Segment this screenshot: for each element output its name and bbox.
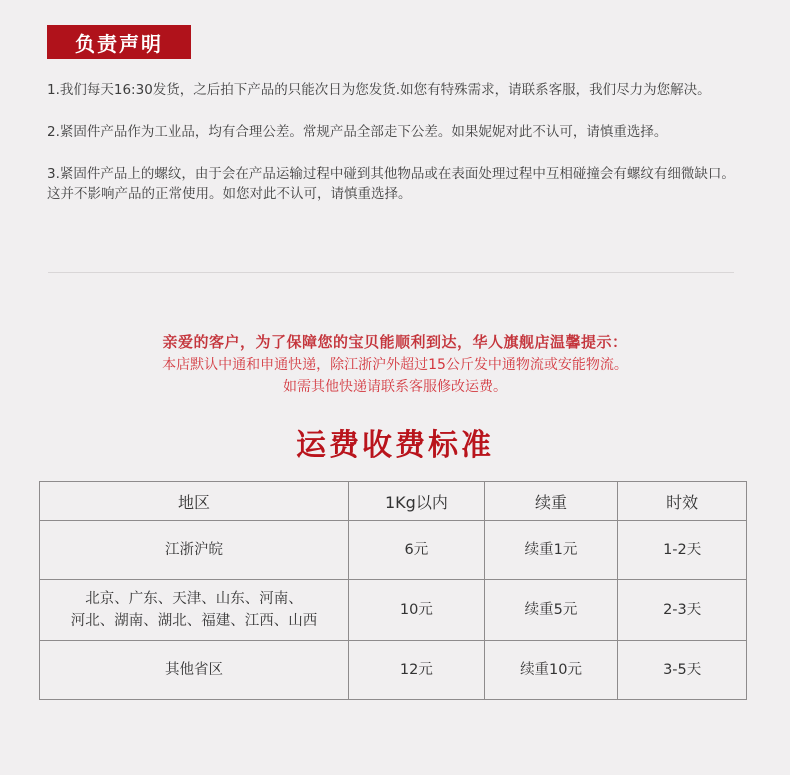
shipping-tips xyxy=(0,330,790,398)
section-divider xyxy=(48,272,734,273)
region-text-line-2: 河北、湖南、湖北、福建、江西、山西 xyxy=(70,613,318,629)
tips-line-2: 如需其他快递请联系客服修改运费。 xyxy=(283,379,507,395)
header-extra-weight: 续重 xyxy=(484,482,618,521)
first-kg-cell: 6元 xyxy=(349,521,485,580)
disclaimer-title-badge: 负责声明 xyxy=(47,25,191,59)
region-cell xyxy=(40,521,349,580)
delivery-time-cell: 3-5天 xyxy=(618,641,747,700)
header-delivery-time: 时效 xyxy=(618,482,747,521)
table-row xyxy=(40,521,747,580)
region-text: 江浙沪皖 xyxy=(165,542,224,558)
shipping-fee-table xyxy=(39,481,747,700)
tips-line-1: 本店默认中通和申通快递，除江浙沪外超过15公斤发中通物流或安能物流。 xyxy=(162,357,628,373)
tips-headline: 亲爱的客户，为了保障您的宝贝能顺利到达，华人旗舰店温馨提示： xyxy=(162,333,628,351)
table-row xyxy=(40,580,747,641)
first-kg-cell: 10元 xyxy=(349,580,485,641)
notice-item-2: 2.紧固件产品作为工业品，均有合理公差。常规产品全部走下公差。如果妮妮对此不认可，请慎重选择。 xyxy=(47,124,668,140)
region-cell xyxy=(40,641,349,700)
fee-standard-title: 运费收费标准 xyxy=(296,428,494,463)
header-first-kg: 1Kg以内 xyxy=(349,482,485,521)
header-region: 地区 xyxy=(40,482,349,521)
notice-list xyxy=(47,80,747,226)
region-text-line-1: 北京、广东、天津、山东、河南、 xyxy=(85,591,303,607)
first-kg-cell: 12元 xyxy=(349,641,485,700)
delivery-time-cell: 2-3天 xyxy=(618,580,747,641)
extra-weight-cell: 续重1元 xyxy=(484,521,618,580)
delivery-time-cell: 1-2天 xyxy=(618,521,747,580)
table-header-row xyxy=(40,482,747,521)
table-row xyxy=(40,641,747,700)
region-text: 其他省区 xyxy=(165,662,224,678)
region-cell xyxy=(40,580,349,641)
extra-weight-cell: 续重5元 xyxy=(484,580,618,641)
extra-weight-cell: 续重10元 xyxy=(484,641,618,700)
notice-item-1: 1.我们每天16:30发货，之后拍下产品的只能次日为您发货.如您有特殊需求，请联系客服，我们尽力为您解决。 xyxy=(47,82,711,98)
notice-item-3: 3.紧固件产品上的螺纹，由于会在产品运输过程中碰到其他物品或在表面处理过程中互相碰撞会有螺纹有细微缺口。这并不影响产品的正常使用。如您对此不认可，请慎重选择。 xyxy=(47,166,735,202)
